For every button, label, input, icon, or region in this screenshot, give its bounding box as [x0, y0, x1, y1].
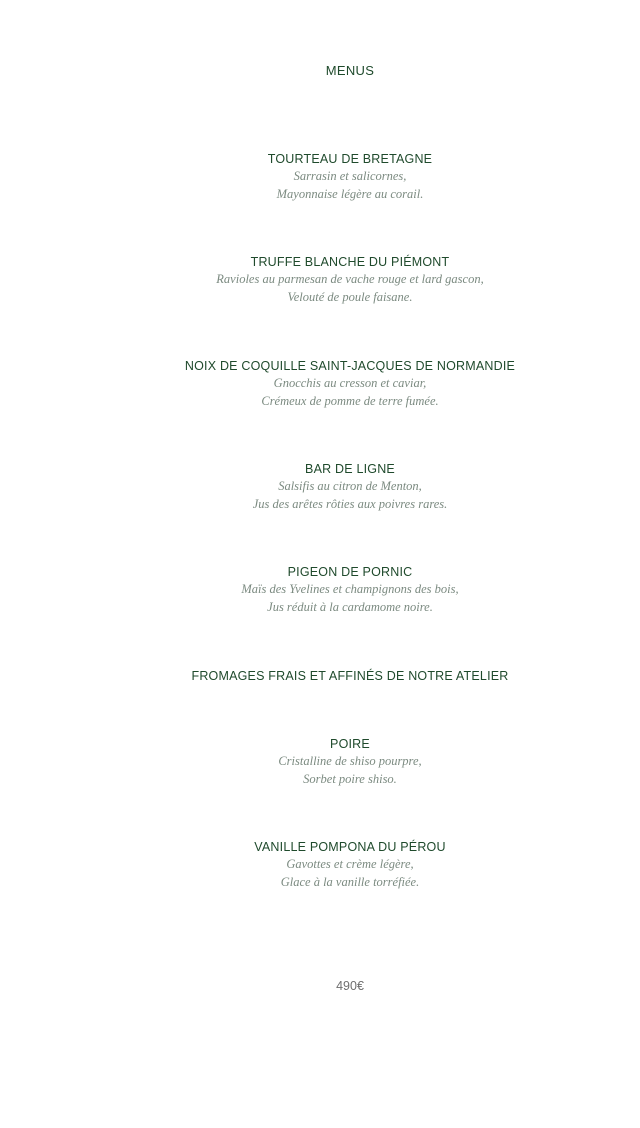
course-item	[60, 838, 640, 891]
course-item	[60, 460, 640, 513]
course-description-line: Cristalline de shiso pourpre,	[278, 754, 422, 768]
course-name: PIGEON DE PORNIC	[287, 565, 413, 579]
course-description-line: Gavottes et crème légère,	[286, 857, 414, 871]
course-name: TOURTEAU DE BRETAGNE	[267, 152, 433, 166]
course-item	[60, 253, 640, 306]
course-item	[60, 357, 640, 410]
course-item	[60, 563, 640, 616]
course-description-line: Sarrasin et salicornes,	[293, 169, 407, 183]
course-description-line: Velouté de poule faisane.	[287, 289, 413, 304]
course-description-line: Maïs des Yvelines et champignons des bois,	[241, 582, 459, 596]
menu-price: 490€	[336, 979, 364, 993]
course-name: TRUFFE BLANCHE DU PIÉMONT	[250, 255, 450, 269]
course-item	[60, 735, 640, 788]
course-description-line: Sorbet poire shiso.	[303, 771, 397, 786]
course-description-line: Glace à la vanille torréfiée.	[280, 874, 420, 889]
course-description-line: Mayonnaise légère au corail.	[276, 186, 424, 201]
course-name: NOIX DE COQUILLE SAINT-JACQUES DE NORMANDIE	[184, 359, 516, 373]
course-name: VANILLE POMPONA DU PÉROU	[254, 840, 446, 854]
course-name: BAR DE LIGNE	[305, 462, 395, 476]
course-description-line: Gnocchis au cresson et caviar,	[273, 376, 427, 390]
course-description-line: Salsifis au citron de Menton,	[278, 479, 422, 493]
course-description-line: Crémeux de pomme de terre fumée.	[261, 393, 439, 408]
course-item	[60, 150, 640, 203]
course-name: POIRE	[330, 737, 370, 751]
course-item	[60, 667, 640, 685]
course-description-line: Jus des arêtes rôties aux poivres rares.	[252, 496, 448, 511]
course-name: FROMAGES FRAIS ET AFFINÉS DE NOTRE ATELIER	[191, 669, 509, 683]
menu-title: MENUS	[325, 63, 375, 78]
course-description-line: Jus réduit à la cardamome noire.	[267, 599, 433, 614]
course-description-line: Ravioles au parmesan de vache rouge et lard gascon,	[216, 272, 484, 286]
